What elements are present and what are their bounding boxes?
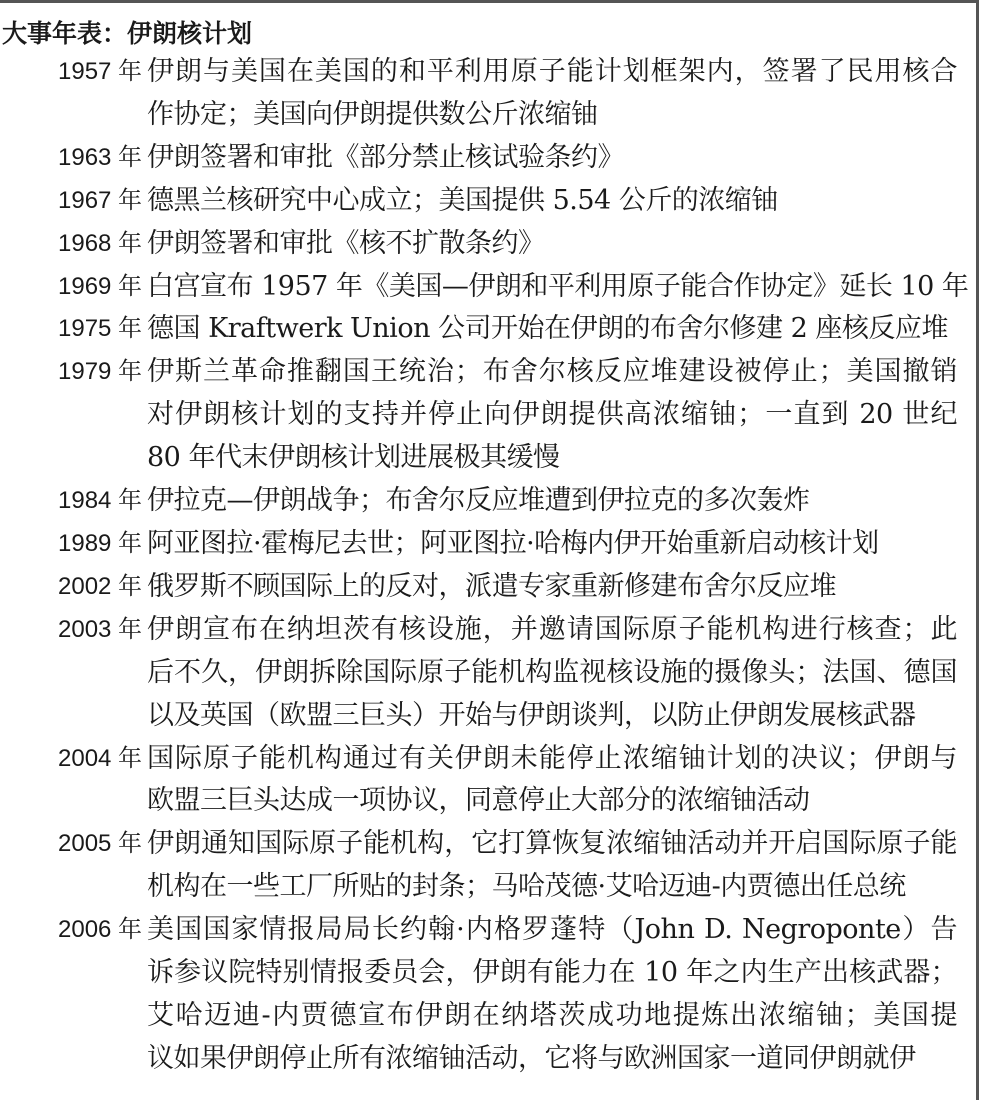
entry-text-line: 伊斯兰革命推翻国王统治；布舍尔核反应堆建设被停止；美国撤销 (147, 356, 957, 388)
entry-year: 1969 年 (58, 272, 143, 300)
timeline-entry (0, 180, 984, 223)
entry-text-line: 俄罗斯不顾国际上的反对，派遣专家重新修建布舍尔反应堆 (147, 570, 836, 602)
timeline-entry (0, 266, 984, 309)
entry-text (147, 480, 957, 523)
entry-text-line: 欧盟三巨头达成一项协议，同意停止大部分的浓缩铀活动 (147, 785, 810, 817)
entry-year: 1957 年 (58, 58, 143, 85)
entry-text-line: 伊朗签署和审批《部分禁止核试验条约》 (147, 141, 624, 173)
entry-year: 1963 年 (58, 143, 143, 171)
entry-text (147, 308, 957, 351)
entry-text-line: 德国 Kraftwerk Union 公司开始在伊朗的布舍尔修建 2 座核反应堆 (147, 313, 948, 345)
entry-text-line: 以及英国（欧盟三巨头）开始与伊朗谈判，以防止伊朗发展核武器 (147, 699, 916, 731)
entry-year: 1967 年 (58, 186, 143, 214)
entry-text (147, 180, 957, 223)
timeline-entry (0, 909, 984, 1081)
entry-text-line: 伊朗与美国在美国的和平利用原子能计划框架内，签署了民用核合 (147, 56, 957, 87)
timeline-list (0, 51, 984, 1081)
entry-text-line: 阿亚图拉·霍梅尼去世；阿亚图拉·哈梅内伊开始重新启动核计划 (147, 527, 879, 559)
entry-text-line: 艾哈迈迪-内贾德宣布伊朗在纳塔茨成功地提炼出浓缩铀；美国提 (147, 999, 957, 1031)
entry-year: 1984 年 (58, 487, 143, 515)
entry-text-line: 美国国家情报局局长约翰·内格罗蓬特（John D. Negroponte）告 (147, 914, 957, 946)
timeline-entry (0, 738, 984, 824)
entry-text (147, 609, 957, 738)
page-title: 大事年表：伊朗核计划 (2, 19, 253, 48)
entry-text (147, 738, 957, 824)
entry-text (147, 351, 957, 480)
timeline-entry (0, 566, 984, 609)
timeline-entry (0, 137, 984, 180)
entry-text-line: 白宫宣布 1957 年《美国—伊朗和平利用原子能合作协定》延长 10 年 (147, 270, 969, 302)
entry-text-line: 伊朗通知国际原子能机构，它打算恢复浓缩铀活动并开启国际原子能 (147, 828, 957, 860)
entry-text-line: 德黑兰核研究中心成立；美国提供 5.54 公斤的浓缩铀 (147, 184, 778, 216)
entry-text-line: 80 年代末伊朗核计划进展极其缓慢 (147, 442, 560, 474)
timeline-entry (0, 480, 984, 523)
entry-text-line: 作协定；美国向伊朗提供数公斤浓缩铀 (147, 98, 598, 130)
entry-year: 1979 年 (58, 358, 143, 386)
entry-text (147, 823, 957, 909)
entry-year: 1989 年 (58, 529, 143, 557)
entry-text (147, 223, 957, 266)
timeline-entry (0, 609, 984, 738)
entry-text (147, 137, 957, 180)
entry-year: 2006 年 (58, 916, 143, 944)
timeline-entry (0, 523, 984, 566)
entry-text (147, 909, 957, 1081)
entry-text (147, 266, 969, 309)
entry-text-line: 诉参议院特别情报委员会，伊朗有能力在 10 年之内生产出核武器； (147, 957, 957, 989)
entry-text-line: 国际原子能机构通过有关伊朗未能停止浓缩铀计划的决议；伊朗与 (147, 742, 957, 774)
entry-text-line: 伊朗签署和审批《核不扩散条约》 (147, 227, 545, 259)
timeline-entry (0, 223, 984, 266)
entry-text-line: 伊朗宣布在纳坦茨有核设施，并邀请国际原子能机构进行核查；此 (147, 613, 957, 645)
entry-text-line: 伊拉克—伊朗战争；布舍尔反应堆遭到伊拉克的多次轰炸 (147, 485, 810, 517)
entry-text-line: 后不久，伊朗拆除国际原子能机构监视核设施的摄像头；法国、德国 (147, 656, 957, 688)
entry-year: 1975 年 (58, 315, 143, 343)
entry-text-line: 对伊朗核计划的支持并停止向伊朗提供高浓缩铀；一直到 20 世纪 (147, 399, 957, 431)
entry-year: 2003 年 (58, 615, 143, 643)
entry-text-line: 机构在一些工厂所贴的封条；马哈茂德·艾哈迈迪-内贾德出任总统 (147, 871, 906, 903)
timeline-entry (0, 51, 984, 137)
entry-year: 2005 年 (58, 830, 143, 858)
timeline-entry (0, 308, 984, 351)
entry-text-line: 议如果伊朗停止所有浓缩铀活动，它将与欧洲国家一道同伊朗就伊 (147, 1042, 916, 1074)
entry-year: 1968 年 (58, 229, 143, 257)
timeline-entry (0, 823, 984, 909)
entry-text (147, 51, 957, 137)
entry-text (147, 523, 957, 566)
entry-year: 2004 年 (58, 744, 143, 772)
entry-text (147, 566, 957, 609)
entry-year: 2002 年 (58, 572, 143, 600)
timeline-entry (0, 351, 984, 480)
